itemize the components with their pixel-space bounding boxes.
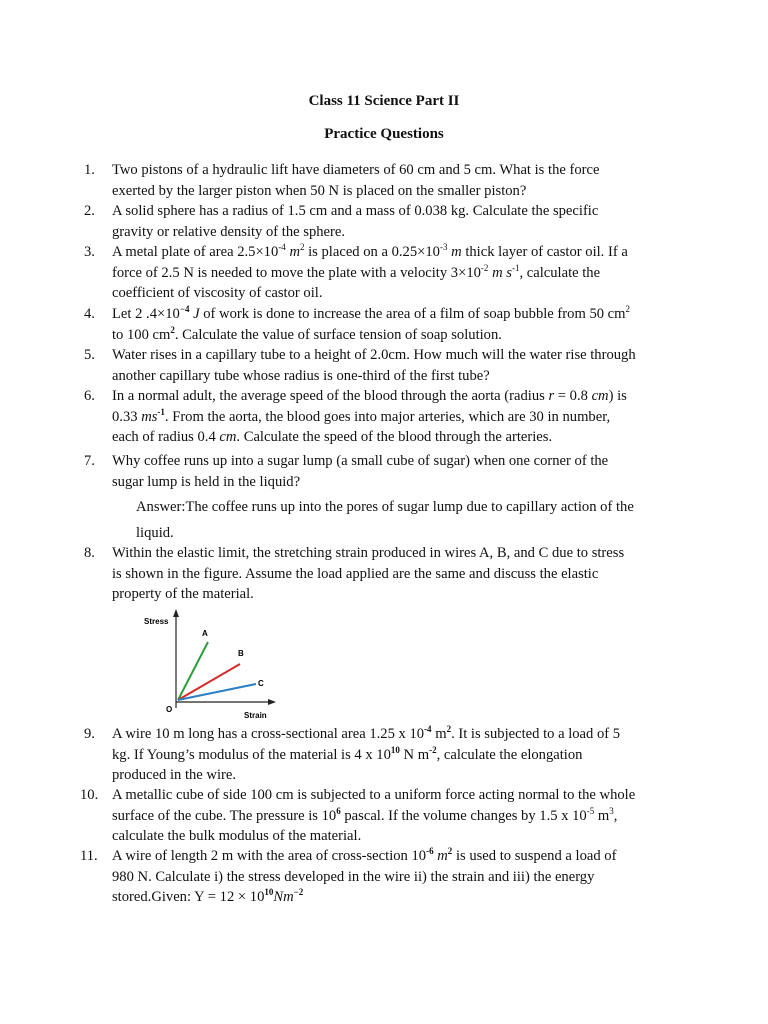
question-line: exerted by the larger piston when 50 N is placed on the smaller piston? bbox=[112, 182, 527, 199]
question-line: sugar lump is held in the liquid? bbox=[112, 473, 301, 490]
question-line: Let 2 $.4\times 10^{-4}$ J of work is done to increase the area of a film of soap bubble from 50 $cm^2$ bbox=[112, 304, 631, 322]
question-number: 8. bbox=[84, 545, 95, 561]
origin-label: O bbox=[166, 705, 173, 714]
question-number: 1. bbox=[84, 162, 95, 178]
line-c-label: C bbox=[258, 679, 264, 688]
question-number: 7. bbox=[84, 453, 95, 469]
line-a-label: A bbox=[202, 629, 208, 638]
question-line: In a normal adult, the average speed of the blood through the aorta (radius r = 0.8 cm) is bbox=[112, 388, 627, 404]
question-9 bbox=[84, 724, 678, 786]
question-line: A wire of length 2 m with the area of cross-section $10^{-6}$ $m^2$ is used to suspend a load of bbox=[112, 846, 617, 864]
y-axis-arrow bbox=[173, 609, 179, 617]
question-line: force of 2.5 N is needed to move the plate with a velocity $3\times 10^{-2}$ m $s^{-1}$, calculate the bbox=[112, 262, 601, 281]
answer-7 bbox=[136, 494, 678, 546]
answer-line: Answer:The coffee runs up into the pores of sugar lump due to capillary action of the bbox=[136, 499, 634, 515]
question-4 bbox=[84, 304, 678, 345]
question-5 bbox=[84, 345, 678, 386]
x-axis-label: Strain bbox=[244, 711, 267, 720]
question-number: 3. bbox=[84, 244, 95, 260]
question-number: 9. bbox=[84, 726, 95, 742]
question-line: to 100 $cm^2$. Calculate the value of surface tension of soap solution. bbox=[112, 324, 502, 343]
question-8 bbox=[84, 543, 678, 605]
stress-strain-figure bbox=[138, 606, 308, 722]
question-line: Within the elastic limit, the stretching strain produced in wires A, B, and C due to stress bbox=[112, 545, 625, 561]
page-subtitle: Practice Questions bbox=[324, 126, 444, 142]
line-b-label: B bbox=[238, 649, 244, 658]
line-c bbox=[178, 684, 256, 700]
question-3 bbox=[84, 242, 678, 304]
question-line: Water rises in a capillary tube to a height of 2.0cm. How much will the water rise through bbox=[112, 347, 636, 363]
question-number: 2. bbox=[84, 203, 95, 219]
question-line: coefficient of viscosity of castor oil. bbox=[112, 285, 323, 301]
question-1 bbox=[84, 160, 678, 201]
question-number: 4. bbox=[84, 306, 95, 322]
question-line: A metal plate of area $2.5\times 10^{-4}$ $m^2$ is placed on a $0.25\times 10^{-3}$ m thick layer of castor oil. If a bbox=[112, 242, 628, 260]
question-line: A solid sphere has a radius of 1.5 cm and a mass of 0.038 kg. Calculate the specific bbox=[112, 203, 599, 219]
question-line: Why coffee runs up into a sugar lump (a small cube of sugar) when one corner of the bbox=[112, 453, 609, 469]
question-line: calculate the bulk modulus of the material. bbox=[112, 828, 362, 844]
question-11 bbox=[80, 846, 678, 908]
question-number: 5. bbox=[84, 347, 95, 363]
question-line: 0.33 $ms^{-1}$. From the aorta, the blood goes into major arteries, which are 30 in number, bbox=[112, 406, 611, 425]
y-axis-label: Stress bbox=[144, 617, 169, 626]
page-title: Class 11 Science Part II bbox=[308, 93, 460, 109]
question-number: 6. bbox=[84, 388, 95, 404]
question-line: each of radius 0.4 cm. Calculate the speed of the blood through the arteries. bbox=[112, 429, 553, 445]
question-line: surface of the cube. The pressure is $10^6$ pascal. If the volume changes by 1.5 x $10^{-5}$ $m^3$, bbox=[112, 805, 618, 824]
question-line: property of the material. bbox=[112, 586, 254, 602]
question-line: A metallic cube of side 100 cm is subjected to a uniform force acting normal to the whole bbox=[112, 787, 636, 803]
question-line: 980 N. Calculate i) the stress developed in the wire ii) the strain and iii) the energy bbox=[112, 868, 595, 885]
x-axis-arrow bbox=[268, 699, 276, 705]
question-line: Two pistons of a hydraulic lift have diameters of 60 cm and 5 cm. What is the force bbox=[112, 162, 600, 178]
question-line: produced in the wire. bbox=[112, 767, 237, 783]
question-number: 10. bbox=[80, 787, 99, 803]
question-number: 11. bbox=[80, 848, 98, 864]
question-line: gravity or relative density of the sphere. bbox=[112, 223, 346, 240]
question-line: A wire 10 m long has a cross-sectional area 1.25 x $10^{-4}$ $m^2$. It is subjected to a load of 5 bbox=[112, 724, 621, 742]
question-line: stored.Given: $Y = 12 \times 10^{10}Nm^{-2}$ bbox=[112, 887, 304, 905]
question-line: is shown in the figure. Assume the load applied are the same and discuss the elastic bbox=[112, 565, 599, 582]
answer-line: liquid. bbox=[136, 525, 174, 541]
question-7 bbox=[84, 451, 678, 492]
question-2 bbox=[84, 201, 678, 242]
question-6 bbox=[84, 386, 678, 448]
question-line: kg. If Young’s modulus of the material is 4 x $10^{10}$ N $m^{-2}$, calculate the elongation bbox=[112, 744, 583, 763]
question-line: another capillary tube whose radius is one-third of the first tube? bbox=[112, 367, 490, 384]
question-10 bbox=[80, 785, 678, 847]
